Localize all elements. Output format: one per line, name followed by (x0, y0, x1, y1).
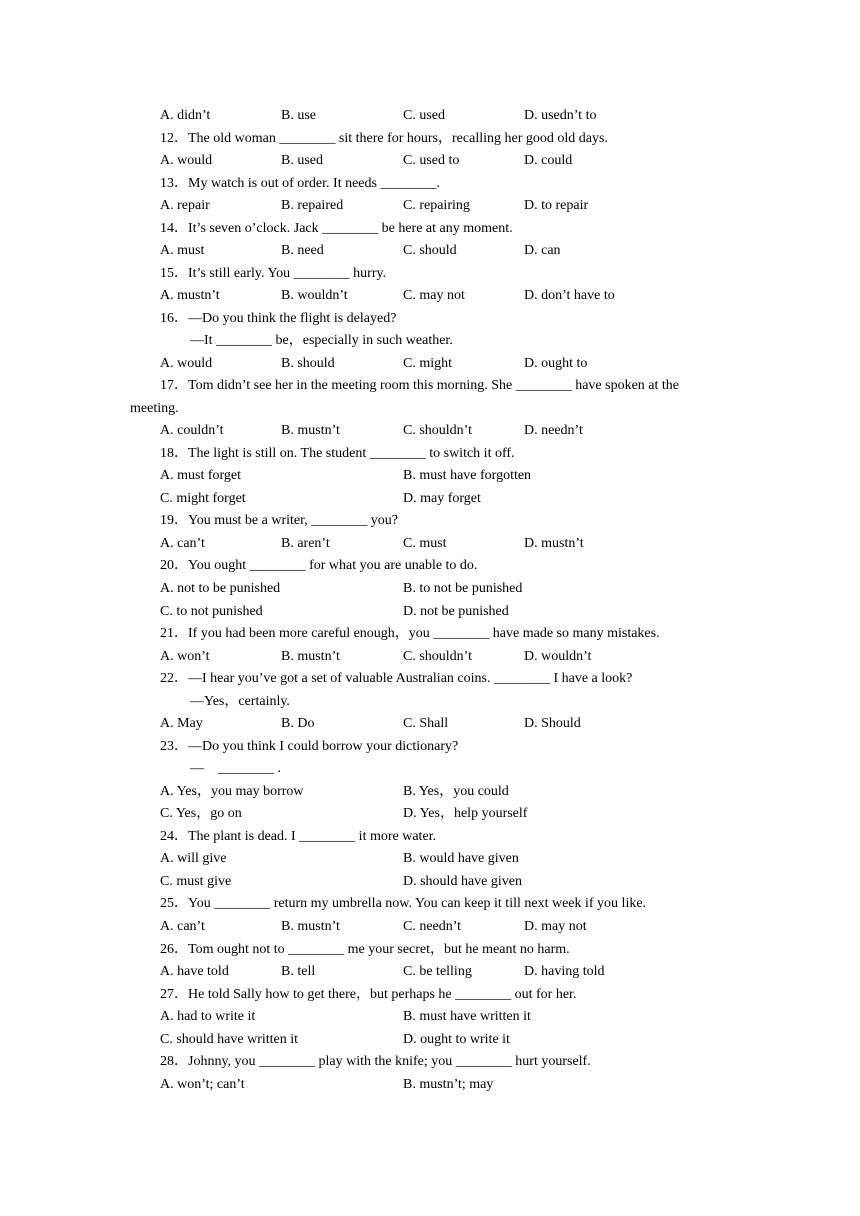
option-d: D. having told (524, 964, 605, 979)
option-d: D. wouldn’t (524, 649, 592, 664)
option-a: A. would (160, 153, 213, 168)
option-d: D. can (524, 243, 561, 258)
option-d: D. may forget (403, 491, 481, 506)
option-a: A. won’t (160, 649, 210, 664)
option-c: C. must (403, 536, 447, 551)
option-d: D. should have given (403, 874, 522, 889)
option-b: B. should (281, 356, 335, 371)
option-c: C. needn’t (403, 919, 462, 934)
option-b: B. mustn’t; may (403, 1077, 494, 1092)
option-d: D. ought to (524, 356, 588, 371)
option-b: B. tell (281, 964, 316, 979)
option-d: D. usedn’t to (524, 108, 597, 123)
option-c: C. be telling (403, 964, 472, 979)
option-c: C. might forget (160, 491, 246, 506)
option-b: B. would have given (403, 851, 519, 866)
question-15-stem: 15．It’s still early. You ________ hurry. (160, 266, 387, 281)
option-a: A. will give (160, 851, 227, 866)
question-19-stem: 19．You must be a writer, ________ you? (160, 513, 398, 528)
question-25-stem: 25．You ________ return my umbrella now. You can keep it till next week if you like. (160, 896, 647, 911)
option-a: A. not to be punished (160, 581, 281, 596)
question-21-stem: 21．If you had been more careful enough，you ________ have made so many mistakes. (160, 626, 660, 641)
option-b: B. to not be punished (403, 581, 523, 596)
option-d: D. could (524, 153, 573, 168)
option-b: B. use (281, 108, 316, 123)
option-c: C. shouldn’t (403, 649, 472, 664)
option-b: B. mustn’t (281, 423, 340, 438)
question-14-stem: 14．It’s seven o’clock. Jack ________ be here at any moment. (160, 221, 513, 236)
option-c: C. Yes，go on (160, 806, 242, 821)
option-b: B. must have forgotten (403, 468, 532, 483)
option-d: D. ought to write it (403, 1032, 510, 1047)
option-b: B. must have written it (403, 1009, 531, 1024)
option-b: B. mustn’t (281, 649, 340, 664)
option-a: A. would (160, 356, 213, 371)
option-d: D. don’t have to (524, 288, 615, 303)
question-13-stem: 13．My watch is out of order. It needs ________. (160, 176, 440, 191)
option-a: A. must (160, 243, 205, 258)
option-a: A. can’t (160, 536, 205, 551)
question-27-stem: 27．He told Sally how to get there，but perhaps he ________ out for her. (160, 987, 577, 1002)
question-16-reply: —It ________ be，especially in such weather. (190, 333, 453, 348)
question-18-stem: 18．The light is still on. The student ________ to switch it off. (160, 446, 515, 461)
option-b: B. aren’t (281, 536, 330, 551)
question-24-stem: 24．The plant is dead. I ________ it more water. (160, 829, 437, 844)
option-c: C. used (403, 108, 445, 123)
option-a: A. mustn’t (160, 288, 220, 303)
option-b: B. repaired (281, 198, 344, 213)
question-16-stem: 16．—Do you think the flight is delayed? (160, 311, 397, 326)
question-12-stem: 12．The old woman ________ sit there for hours，recalling her good old days. (160, 131, 608, 146)
option-b: B. mustn’t (281, 919, 340, 934)
option-d: D. not be punished (403, 604, 509, 619)
option-a: A. couldn’t (160, 423, 224, 438)
option-d: D. mustn’t (524, 536, 584, 551)
option-d: D. needn’t (524, 423, 583, 438)
option-a: A. won’t; can’t (160, 1077, 245, 1092)
option-b: B. used (281, 153, 323, 168)
question-23-stem: 23．—Do you think I could borrow your dictionary? (160, 739, 459, 754)
option-b: B. need (281, 243, 324, 258)
option-c: C. might (403, 356, 453, 371)
question-22-reply: —Yes，certainly. (190, 694, 290, 709)
question-28-stem: 28．Johnny, you ________ play with the knife; you ________ hurt yourself. (160, 1054, 591, 1069)
option-b: B. Do (281, 716, 315, 731)
option-d: D. Yes，help yourself (403, 806, 528, 821)
option-c: C. must give (160, 874, 232, 889)
option-c: C. to not punished (160, 604, 263, 619)
option-d: D. to repair (524, 198, 589, 213)
question-20-stem: 20．You ought ________ for what you are unable to do. (160, 558, 478, 573)
option-b: B. wouldn’t (281, 288, 348, 303)
question-23-reply: — ________ . (190, 761, 281, 776)
option-a: A. didn’t (160, 108, 211, 123)
option-c: C. repairing (403, 198, 470, 213)
option-c: C. should (403, 243, 457, 258)
option-b: B. Yes，you could (403, 784, 509, 799)
option-a: A. May (160, 716, 203, 731)
option-d: D. may not (524, 919, 587, 934)
question-17-stem: 17．Tom didn’t see her in the meeting room this morning. She ________ have spoken at the (160, 378, 680, 393)
option-c: C. shouldn’t (403, 423, 472, 438)
option-a: A. repair (160, 198, 210, 213)
option-a: A. must forget (160, 468, 242, 483)
option-a: A. can’t (160, 919, 205, 934)
question-22-stem: 22．—I hear you’ve got a set of valuable Australian coins. ________ I have a look? (160, 671, 633, 686)
option-c: C. used to (403, 153, 460, 168)
option-c: C. Shall (403, 716, 449, 731)
option-d: D. Should (524, 716, 581, 731)
option-c: C. may not (403, 288, 465, 303)
option-a: A. Yes，you may borrow (160, 784, 304, 799)
option-c: C. should have written it (160, 1032, 299, 1047)
option-a: A. have told (160, 964, 229, 979)
option-a: A. had to write it (160, 1009, 256, 1024)
question-26-stem: 26．Tom ought not to ________ me your secret，but he meant no harm. (160, 942, 570, 957)
question-17-stem-continued: meeting. (130, 401, 179, 416)
